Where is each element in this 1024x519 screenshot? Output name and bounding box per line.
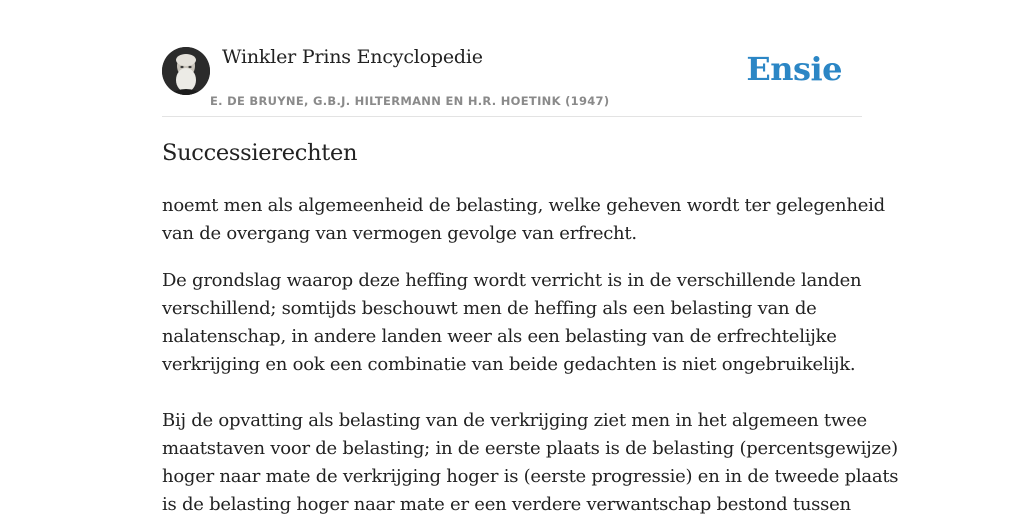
paragraph-line: is de belasting hoger naar mate er een verdere verwantschap bestond tussen: [162, 494, 851, 515]
paragraph-line: verschillend; somtijds beschouwt men de heffing als een belasting van de: [162, 298, 817, 319]
source-authors: E. DE BRUYNE, G.B.J. HILTERMANN EN H.R. HOETINK (1947): [210, 94, 610, 108]
paragraph-2: [162, 267, 862, 379]
paragraph-line: verkrijging en ook een combinatie van beide gedachten is niet ongebruikelijk.: [162, 354, 856, 375]
portrait-icon: [162, 47, 210, 95]
brand-logo[interactable]: Ensie: [746, 50, 842, 88]
paragraph-1: [162, 192, 885, 248]
article-title: Successierechten: [162, 140, 358, 166]
paragraph-line: De grondslag waarop deze heffing wordt verricht is in de verschillende landen: [162, 270, 862, 291]
paragraph-3: [162, 407, 899, 519]
paragraph-line: nalatenschap, in andere landen weer als een belasting van de erfrechtelijke: [162, 326, 837, 347]
paragraph-line: van de overgang van vermogen gevolge van erfrecht.: [162, 223, 637, 244]
paragraph-line: noemt men als algemeenheid de belasting, welke geheven wordt ter gelegenheid: [162, 195, 885, 216]
source-title[interactable]: Winkler Prins Encyclopedie: [222, 46, 483, 68]
source-header: [162, 0, 862, 117]
paragraph-line: maatstaven voor de belasting; in de eerste plaats is de belasting (percentsgewijze): [162, 438, 898, 459]
author-avatar[interactable]: [162, 47, 210, 95]
page: [162, 0, 899, 515]
paragraph-line: Bij de opvatting als belasting van de verkrijging ziet men in het algemeen twee: [162, 410, 867, 431]
paragraph-line: hoger naar mate de verkrijging hoger is (eerste progressie) en in de tweede plaats: [162, 466, 899, 487]
